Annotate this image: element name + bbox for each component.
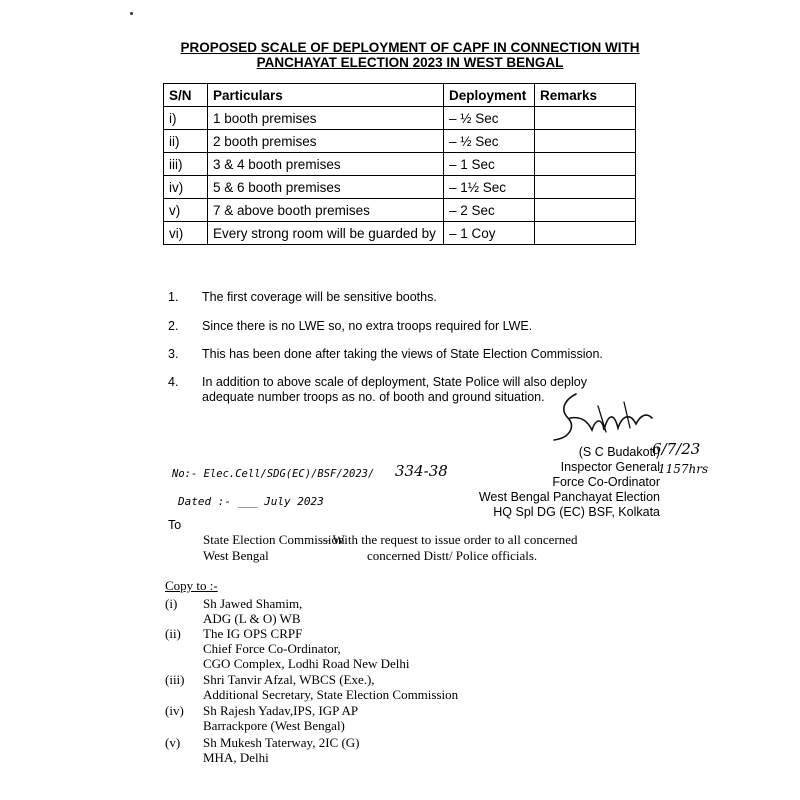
copy-line: ADG (L & O) WB (203, 611, 301, 626)
title-line-2: PANCHAYAT ELECTION 2023 IN WEST BENGAL (256, 55, 564, 70)
cell-particulars: 1 booth premises (208, 107, 444, 130)
cell-particulars: 2 booth premises (208, 130, 444, 153)
note-text: The first coverage will be sensitive booths. (202, 290, 437, 304)
scan-speck (130, 12, 133, 15)
cell-remarks (535, 107, 636, 130)
cell-particulars: 5 & 6 booth premises (208, 176, 444, 199)
copy-line: Sh Rajesh Yadav,IPS, IGP AP (203, 703, 359, 718)
cell-deployment: – 2 Sec (444, 199, 535, 222)
note-number: 4. (168, 375, 179, 389)
table-row (164, 107, 636, 130)
deployment-table (163, 83, 636, 245)
table-row (164, 222, 636, 245)
title-line-1: PROPOSED SCALE OF DEPLOYMENT OF CAPF IN CONNECTION WITH (180, 40, 640, 55)
table-header-row (164, 84, 636, 107)
officer-location: HQ Spl DG (EC) BSF, Kolkata (493, 505, 660, 519)
document-title (150, 40, 670, 70)
copy-number: (iii) (165, 672, 185, 687)
copy-line: MHA, Delhi (203, 750, 269, 765)
memo-date: Dated :- ___ July 2023 (178, 495, 324, 508)
header-sn: S/N (164, 84, 208, 107)
cell-deployment: – ½ Sec (444, 107, 535, 130)
addressee-state: West Bengal (203, 548, 269, 563)
cell-deployment: – 1 Sec (444, 153, 535, 176)
copy-line: Sh Mukesh Taterway, 2IC (G) (203, 735, 360, 750)
officer-name: (S C Budakoti) (578, 445, 660, 459)
note-text: This has been done after taking the views of State Election Commission. (202, 347, 603, 361)
cell-remarks (535, 130, 636, 153)
table-row (164, 153, 636, 176)
cell-sn: vi) (164, 222, 208, 245)
cell-particulars: 3 & 4 booth premises (208, 153, 444, 176)
addressee-request-cont: concerned Distt/ Police officials. (367, 548, 538, 563)
note-text: Since there is no LWE so, no extra troops required for LWE. (202, 319, 533, 333)
copy-line: Additional Secretary, State Election Commission (203, 687, 459, 702)
cell-sn: iv) (164, 176, 208, 199)
cell-deployment: – ½ Sec (444, 130, 535, 153)
officer-block (450, 445, 660, 520)
officer-designation: Inspector General (560, 460, 660, 474)
handwritten-time: 1157hrs (658, 462, 709, 476)
copy-number: (iv) (165, 703, 184, 718)
cell-remarks (535, 176, 636, 199)
cell-sn: i) (164, 107, 208, 130)
cell-sn: v) (164, 199, 208, 222)
memo-number: No:- Elec.Cell/SDG(EC)/BSF/2023/ (172, 468, 375, 480)
copy-number: (ii) (165, 626, 181, 641)
note-text: In addition to above scale of deployment, State Police will also deploy adequate number troops as no. of booth and ground situation. (202, 375, 587, 404)
table-row (164, 199, 636, 222)
note-number: 3. (168, 347, 179, 361)
cell-sn: iii) (164, 153, 208, 176)
handwritten-date: 6/7/23 (652, 440, 701, 458)
copy-line: Barrackpore (West Bengal) (203, 718, 345, 733)
cell-remarks (535, 199, 636, 222)
addressee-request: – With the request to issue order to all concerned (323, 532, 578, 547)
note-number: 1. (168, 290, 179, 304)
header-particulars: Particulars (208, 84, 444, 107)
copy-line: Chief Force Co-Ordinator, (203, 641, 341, 656)
memo-number-handwritten: 334-38 (395, 462, 448, 480)
table-row (164, 176, 636, 199)
copy-number: (i) (165, 596, 178, 611)
addressee-name: State Election Commission (203, 532, 345, 547)
cell-sn: ii) (164, 130, 208, 153)
header-deployment: Deployment (444, 84, 535, 107)
copy-line: The IG OPS CRPF (203, 626, 303, 641)
officer-role: Force Co-Ordinator (552, 475, 660, 489)
handwritten-signature (540, 388, 660, 448)
officer-org: West Bengal Panchayat Election (478, 490, 660, 504)
cell-deployment: – 1½ Sec (444, 176, 535, 199)
cell-remarks (535, 153, 636, 176)
cell-remarks (535, 222, 636, 245)
table-row (164, 130, 636, 153)
copy-to-label: Copy to :- (165, 578, 218, 593)
cell-deployment: – 1 Coy (444, 222, 535, 245)
cell-particulars: Every strong room will be guarded by (208, 222, 444, 245)
header-remarks: Remarks (535, 84, 636, 107)
to-label: To (168, 518, 182, 532)
copy-line: Sh Jawed Shamim, (203, 596, 303, 611)
copy-line: Shri Tanvir Afzal, WBCS (Exe.), (203, 672, 375, 687)
cell-particulars: 7 & above booth premises (208, 199, 444, 222)
copy-number: (v) (165, 735, 181, 750)
note-number: 2. (168, 319, 179, 333)
copy-line: CGO Complex, Lodhi Road New Delhi (203, 656, 410, 671)
